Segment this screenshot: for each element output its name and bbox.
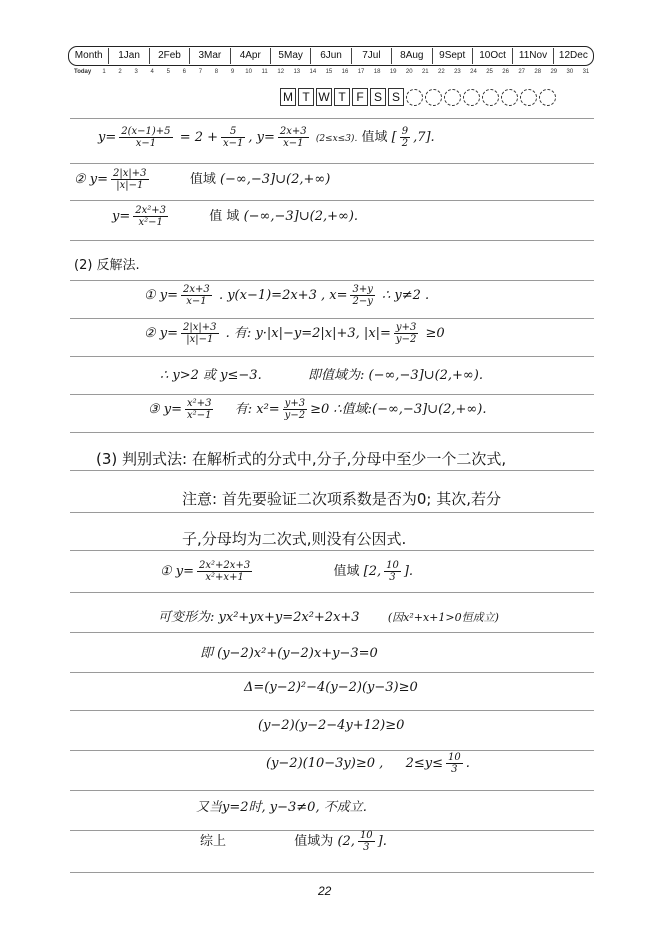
month-tab: 7Jul bbox=[351, 48, 391, 64]
denominator: y−2 bbox=[395, 334, 417, 345]
numerator: 2x²+3 bbox=[135, 205, 167, 216]
denominator: 3 bbox=[363, 842, 370, 853]
math-text: . y(x−1)=2x+3 , x= bbox=[218, 288, 348, 303]
numerator: 10 bbox=[359, 830, 373, 841]
fraction bbox=[221, 126, 245, 149]
line-18 bbox=[196, 796, 367, 815]
weekday-box: T bbox=[298, 88, 314, 106]
denominator: 2 bbox=[401, 138, 409, 149]
day-number: 10 bbox=[245, 69, 252, 75]
decorative-circle-icon bbox=[425, 89, 442, 106]
line-2 bbox=[74, 168, 330, 191]
day-number: 11 bbox=[261, 69, 268, 75]
math-text: (−∞,−3]∪(2,+∞). bbox=[243, 209, 359, 224]
range-label: 值域为 bbox=[294, 834, 334, 849]
range-label: 值 域 bbox=[209, 209, 240, 224]
month-tab: 11Nov bbox=[512, 48, 552, 64]
math-text: y= bbox=[159, 326, 179, 341]
numerator: 2x²+2x+3 bbox=[199, 560, 251, 571]
math-text: Δ=(y−2)²−4(y−2)(y−3)≥0 bbox=[244, 680, 418, 695]
line-1 bbox=[98, 126, 435, 149]
math-text: y= bbox=[175, 564, 195, 579]
day-number: 17 bbox=[357, 69, 365, 75]
decorative-circle-icon bbox=[406, 89, 423, 106]
decorative-circle-icon bbox=[539, 89, 556, 106]
math-text: 2≤y≤ bbox=[405, 756, 443, 771]
section-heading: (2) 反解法. bbox=[74, 258, 140, 273]
rule-line bbox=[70, 872, 594, 873]
numerator: 2x+3 bbox=[279, 126, 307, 137]
month-tab: 10Oct bbox=[472, 48, 512, 64]
denominator: 2−y bbox=[352, 296, 373, 307]
numerator: 2x+3 bbox=[183, 284, 210, 295]
month-label: Month bbox=[74, 50, 103, 61]
weekday-row bbox=[280, 88, 556, 106]
math-text: y= bbox=[89, 172, 109, 187]
math-text: . bbox=[465, 756, 470, 771]
rule-line bbox=[70, 118, 594, 119]
fraction bbox=[283, 398, 307, 421]
math-text: y= bbox=[163, 402, 183, 417]
day-number: 2 bbox=[118, 69, 122, 75]
rule-line bbox=[70, 672, 594, 673]
rule-line bbox=[70, 356, 594, 357]
month-tab: 1Jan bbox=[108, 48, 148, 64]
denominator: x−1 bbox=[186, 296, 207, 307]
math-text: (2≤x≤3). bbox=[315, 134, 358, 144]
numerator: y+3 bbox=[284, 398, 306, 409]
fraction bbox=[384, 560, 401, 583]
math-text: ∴ y>2 或 y≤−3. bbox=[160, 368, 262, 383]
day-number: 28 bbox=[534, 69, 542, 75]
math-text: ≥0 bbox=[425, 326, 445, 341]
math-text: . 有: y·|x|−y=2|x|+3, |x|= bbox=[225, 326, 391, 341]
range-label: 值域 bbox=[361, 130, 388, 145]
math-text: (2, bbox=[337, 834, 355, 849]
day-number: 24 bbox=[470, 69, 477, 75]
paragraph-text: 综上 bbox=[200, 834, 227, 849]
math-text: (y−2)(y−2−4y+12)≥0 bbox=[258, 718, 405, 733]
decorative-circle-icon bbox=[482, 89, 499, 106]
math-text: y= bbox=[112, 209, 131, 224]
denominator: |x|−1 bbox=[186, 334, 214, 345]
rule-line bbox=[70, 512, 594, 513]
fraction bbox=[446, 752, 463, 775]
day-number: 20 bbox=[405, 69, 413, 75]
month-tab: 9Sept bbox=[432, 48, 472, 64]
month-tab: 4Apr bbox=[230, 48, 270, 64]
day-number: 6 bbox=[182, 69, 187, 75]
numerator: 3+y bbox=[352, 284, 373, 295]
numerator: 2(x−1)+5 bbox=[121, 126, 171, 137]
weekday-box: S bbox=[388, 88, 404, 106]
numerator: 9 bbox=[401, 126, 409, 137]
day-number: 5 bbox=[166, 69, 170, 75]
day-number: 9 bbox=[230, 69, 235, 75]
fraction bbox=[278, 126, 309, 149]
decorative-circle-icon bbox=[520, 89, 537, 106]
fraction bbox=[185, 398, 213, 421]
item-marker: ② bbox=[74, 172, 86, 187]
line-13 bbox=[158, 606, 499, 625]
rule-line bbox=[70, 790, 594, 791]
day-number: 29 bbox=[550, 69, 558, 75]
line-8 bbox=[148, 398, 486, 421]
paragraph-text: 注意: 首先要验证二次项系数是否为0; 其次,若分 bbox=[182, 490, 501, 508]
numerator: x²+3 bbox=[187, 398, 212, 409]
item-marker: ① bbox=[144, 288, 156, 303]
rule-line bbox=[70, 470, 594, 471]
page-number: 22 bbox=[318, 884, 332, 898]
decorative-circle-icon bbox=[501, 89, 518, 106]
math-text: ∴ y≠2 . bbox=[382, 288, 430, 303]
rule-line bbox=[70, 710, 594, 711]
math-text: 有: x²= bbox=[234, 402, 280, 417]
item-marker: ① bbox=[160, 564, 172, 579]
day-row bbox=[74, 69, 594, 75]
rule-line bbox=[70, 200, 594, 201]
math-text: y= bbox=[98, 130, 117, 145]
fraction bbox=[394, 322, 418, 345]
fraction bbox=[181, 284, 212, 307]
math-text: = 2 + bbox=[179, 130, 219, 145]
denominator: x²+x+1 bbox=[205, 572, 244, 583]
line-3 bbox=[112, 205, 358, 228]
denominator: x−1 bbox=[135, 138, 157, 149]
denominator: x−1 bbox=[223, 138, 244, 149]
day-number: 13 bbox=[293, 69, 301, 75]
math-text: 又当y=2时, y−3≠0, 不成立. bbox=[196, 800, 367, 815]
paragraph-text: (3) 判别式法: 在解析式的分式中,分子,分母中至少一个二次式, bbox=[96, 450, 507, 468]
day-number: 12 bbox=[277, 69, 285, 75]
day-number: 1 bbox=[102, 69, 106, 75]
weekday-box: W bbox=[316, 88, 332, 106]
rule-line bbox=[70, 394, 594, 395]
denominator: x²−1 bbox=[138, 217, 163, 228]
rule-line bbox=[70, 240, 594, 241]
weekday-box: T bbox=[334, 88, 350, 106]
day-number: 15 bbox=[325, 69, 333, 75]
day-number: 4 bbox=[150, 69, 154, 75]
line-7 bbox=[160, 364, 483, 383]
line-14 bbox=[200, 642, 378, 661]
day-number: 18 bbox=[373, 69, 381, 75]
day-number: 16 bbox=[341, 69, 349, 75]
math-text: 即值域为: (−∞,−3]∪(2,+∞). bbox=[308, 368, 483, 383]
rule-line bbox=[70, 750, 594, 751]
math-text: 可变形为: yx²+yx+y=2x²+2x+3 bbox=[158, 610, 360, 625]
day-number: 27 bbox=[518, 69, 525, 75]
math-text: , y= bbox=[248, 130, 275, 145]
rule-line bbox=[70, 550, 594, 551]
month-bar bbox=[68, 46, 594, 66]
day-number: 22 bbox=[438, 69, 445, 75]
range-label: 值域 bbox=[333, 564, 360, 579]
range-label: 值域 bbox=[189, 172, 216, 187]
denominator: 3 bbox=[451, 764, 458, 775]
math-text: (y−2)(10−3y)≥0 , bbox=[266, 756, 384, 771]
day-number: 26 bbox=[502, 69, 509, 75]
fraction bbox=[197, 560, 252, 583]
day-number: 23 bbox=[454, 69, 461, 75]
weekday-box: S bbox=[370, 88, 386, 106]
line-10 bbox=[182, 488, 501, 509]
math-text: 即 (y−2)x²+(y−2)x+y−3=0 bbox=[200, 646, 378, 661]
rule-line bbox=[70, 432, 594, 433]
denominator: 3 bbox=[389, 572, 396, 583]
fraction bbox=[119, 126, 172, 149]
month-tab: 2Feb bbox=[149, 48, 189, 64]
line-16 bbox=[258, 718, 404, 733]
day-number: 25 bbox=[486, 69, 493, 75]
denominator: |x|−1 bbox=[116, 180, 144, 191]
weekday-box: F bbox=[352, 88, 368, 106]
numerator: 2|x|+3 bbox=[183, 322, 217, 333]
denominator: x²−1 bbox=[187, 410, 212, 421]
fraction bbox=[111, 168, 148, 191]
month-tab: 6Jun bbox=[310, 48, 350, 64]
math-text: y= bbox=[159, 288, 179, 303]
fraction bbox=[358, 830, 375, 853]
rule-line bbox=[70, 592, 594, 593]
math-text: ]. bbox=[403, 564, 414, 579]
weekday-box: M bbox=[280, 88, 296, 106]
day-number: 7 bbox=[198, 69, 203, 75]
fraction bbox=[181, 322, 218, 345]
day-number: 21 bbox=[421, 69, 429, 75]
line-9 bbox=[96, 448, 506, 469]
line-4 bbox=[74, 254, 140, 273]
month-tab: 8Aug bbox=[391, 48, 431, 64]
line-15 bbox=[244, 680, 418, 695]
math-text: [2, bbox=[363, 564, 382, 579]
month-tab: 3Mar bbox=[189, 48, 229, 64]
item-marker: ② bbox=[144, 326, 156, 341]
paragraph-text: 子,分母均为二次式,则没有公因式. bbox=[182, 530, 407, 548]
math-text: ≥0 ∴值域:(−∞,−3]∪(2,+∞). bbox=[310, 402, 487, 417]
line-6 bbox=[144, 322, 445, 345]
math-text: (−∞,−3]∪(2,+∞) bbox=[219, 172, 331, 187]
numerator: 10 bbox=[447, 752, 461, 763]
decorative-circle-icon bbox=[463, 89, 480, 106]
item-marker: ③ bbox=[148, 402, 160, 417]
day-number: 8 bbox=[214, 69, 219, 75]
line-19 bbox=[200, 830, 387, 853]
day-number: 3 bbox=[134, 69, 138, 75]
fraction bbox=[133, 205, 168, 228]
math-text: ]. bbox=[377, 834, 387, 849]
line-17 bbox=[266, 752, 470, 775]
math-text: ,7]. bbox=[413, 130, 435, 145]
math-note: (因x²+x+1>0恒成立) bbox=[387, 611, 499, 624]
line-12 bbox=[160, 560, 413, 583]
denominator: y−2 bbox=[284, 410, 306, 421]
numerator: 2|x|+3 bbox=[113, 168, 147, 179]
line-11 bbox=[182, 528, 406, 549]
fraction bbox=[350, 284, 374, 307]
day-number: 31 bbox=[582, 69, 590, 75]
numerator: y+3 bbox=[395, 322, 417, 333]
rule-line bbox=[70, 163, 594, 164]
day-number: 19 bbox=[389, 69, 397, 75]
day-number: 30 bbox=[566, 69, 574, 75]
rule-line bbox=[70, 318, 594, 319]
numerator: 10 bbox=[386, 560, 399, 571]
decorative-circle-icon bbox=[444, 89, 461, 106]
rule-line bbox=[70, 280, 594, 281]
month-tab: 5May bbox=[270, 48, 310, 64]
today-label: Today bbox=[74, 69, 92, 75]
line-5 bbox=[144, 284, 429, 307]
month-tab: 12Dec bbox=[553, 48, 593, 64]
math-text: [ bbox=[391, 130, 397, 145]
day-number: 14 bbox=[309, 69, 317, 75]
numerator: 5 bbox=[221, 126, 245, 138]
denominator: x−1 bbox=[283, 138, 304, 149]
rule-line bbox=[70, 632, 594, 633]
fraction bbox=[400, 126, 410, 149]
